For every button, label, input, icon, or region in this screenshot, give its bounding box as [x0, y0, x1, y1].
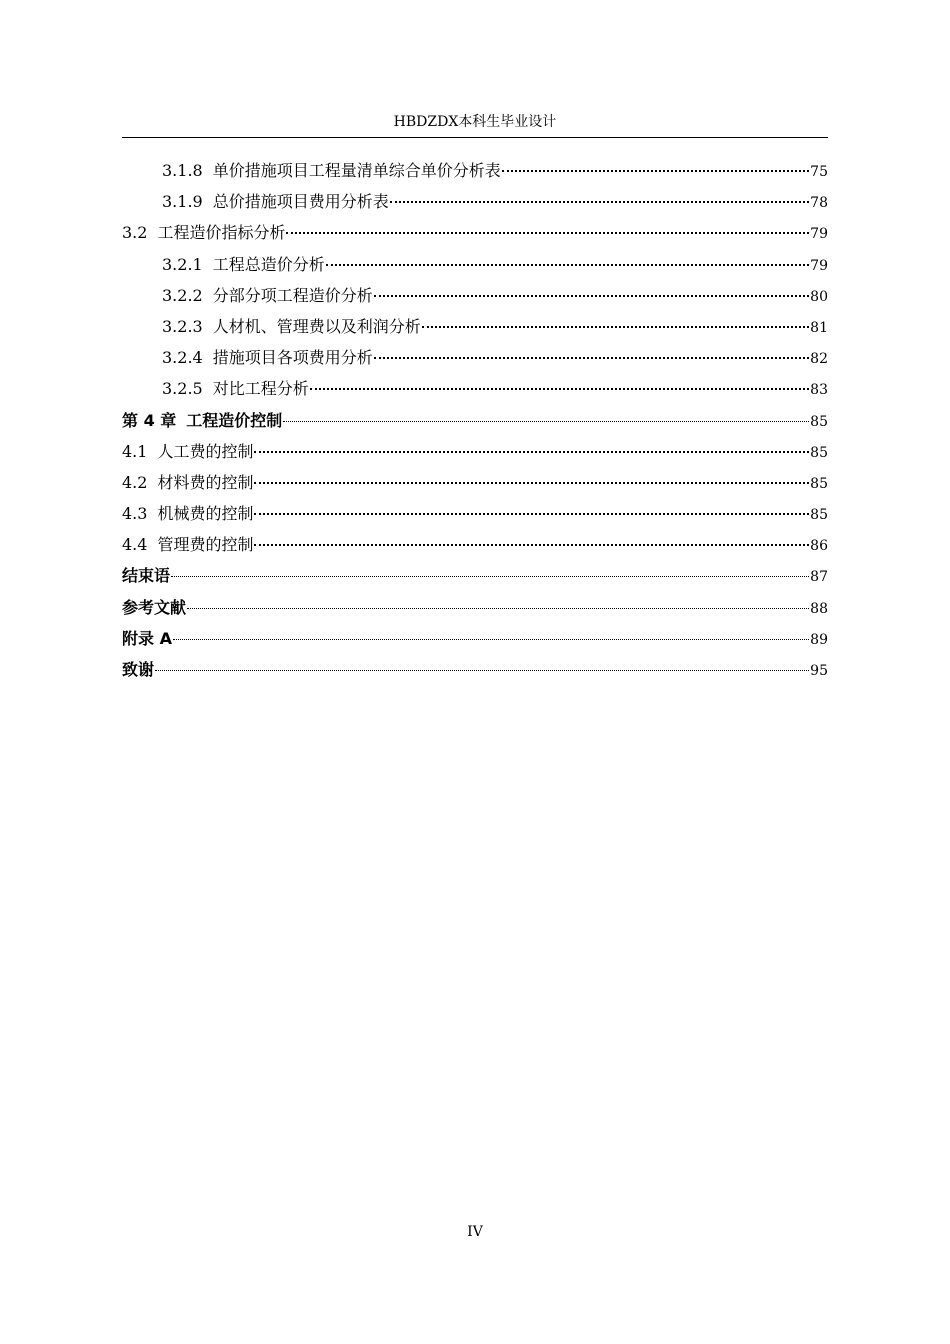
table-of-contents	[122, 155, 828, 685]
toc-dot-leader	[286, 232, 809, 234]
toc-entry-page: 86	[810, 538, 828, 555]
toc-dot-leader	[390, 201, 809, 203]
toc-dot-leader	[326, 264, 809, 266]
toc-dot-leader	[173, 639, 809, 640]
toc-entry-page: 75	[810, 164, 828, 180]
toc-entry-number: 第 4 章	[122, 410, 177, 430]
toc-entry[interactable]	[122, 654, 828, 685]
toc-entry[interactable]	[122, 217, 828, 248]
toc-entry[interactable]	[122, 311, 828, 342]
toc-entry-page: 88	[810, 600, 828, 617]
toc-dot-leader	[374, 357, 809, 359]
toc-entry[interactable]	[122, 529, 828, 560]
toc-entry-title: 材料费的控制	[157, 472, 254, 492]
toc-dot-leader	[502, 170, 809, 172]
toc-dot-leader	[422, 326, 809, 328]
toc-entry-page: 89	[810, 631, 828, 648]
toc-entry-title: 致谢	[122, 660, 155, 679]
toc-entry-number: 3.2.3	[162, 316, 203, 336]
toc-entry-title: 人材机、管理费以及利润分析	[212, 316, 421, 336]
toc-entry-page: 85	[810, 413, 828, 430]
toc-entry-title: 管理费的控制	[157, 535, 254, 555]
toc-entry-number: 4.2	[122, 472, 148, 492]
toc-entry-page: 79	[810, 226, 828, 243]
toc-entry-title: 结束语	[122, 566, 171, 586]
toc-dot-leader	[254, 451, 809, 453]
toc-dot-leader	[187, 608, 809, 609]
toc-entry-page: 79	[810, 257, 828, 274]
toc-dot-leader	[254, 513, 809, 515]
toc-dot-leader	[310, 388, 809, 390]
toc-entry-title: 工程造价指标分析	[157, 223, 286, 243]
running-header: HBDZDX本科生毕业设计	[393, 114, 557, 130]
toc-dot-leader	[254, 544, 809, 546]
toc-entry-page: 85	[810, 507, 828, 524]
toc-entry-page: 85	[810, 475, 828, 492]
toc-entry-page: 85	[810, 444, 828, 461]
toc-entry[interactable]	[122, 342, 828, 373]
toc-entry[interactable]	[122, 498, 828, 529]
toc-entry-number: 4.1	[122, 441, 148, 461]
toc-entry[interactable]	[122, 405, 828, 436]
toc-entry[interactable]	[122, 436, 828, 467]
toc-entry-number: 4.3	[122, 504, 148, 524]
toc-dot-leader	[155, 670, 809, 671]
toc-entry-number: 3.2.1	[162, 254, 203, 274]
toc-entry-number: 3.1.8	[162, 161, 203, 180]
toc-entry-title: 人工费的控制	[157, 441, 254, 461]
toc-entry[interactable]	[122, 373, 828, 404]
page-number-footer: IV	[467, 1224, 483, 1240]
toc-entry[interactable]	[122, 560, 828, 591]
toc-entry[interactable]	[122, 592, 828, 623]
toc-dot-leader	[374, 295, 809, 297]
toc-entry-number: 3.2.5	[162, 379, 203, 399]
toc-dot-leader	[171, 576, 809, 577]
toc-entry[interactable]	[122, 249, 828, 280]
toc-entry-number: 3.1.9	[162, 192, 203, 212]
toc-entry-page: 82	[810, 351, 828, 368]
toc-entry-title: 机械费的控制	[157, 504, 254, 524]
toc-entry-number: 4.4	[122, 535, 148, 555]
toc-entry-title: 工程造价控制	[186, 410, 283, 430]
toc-entry[interactable]	[122, 155, 828, 186]
toc-entry-title: 单价措施项目工程量清单综合单价分析表	[212, 161, 501, 180]
toc-dot-leader	[283, 421, 809, 422]
header-rule	[122, 137, 828, 138]
toc-entry-page: 80	[810, 288, 828, 305]
toc-entry[interactable]	[122, 186, 828, 217]
toc-entry[interactable]	[122, 623, 828, 654]
toc-entry-title: 分部分项工程造价分析	[212, 285, 373, 305]
toc-entry-number: 3.2	[122, 223, 148, 243]
toc-entry-title: 参考文献	[122, 597, 187, 617]
toc-entry-title: 附录 A	[122, 628, 172, 648]
toc-dot-leader	[254, 482, 809, 484]
toc-entry[interactable]	[122, 280, 828, 311]
toc-entry-title: 措施项目各项费用分析	[212, 348, 373, 368]
toc-entry-page: 95	[810, 663, 828, 679]
toc-entry-title: 总价措施项目费用分析表	[212, 192, 389, 212]
toc-entry-page: 78	[810, 195, 828, 212]
toc-entry-number: 3.2.4	[162, 348, 203, 368]
toc-entry-number: 3.2.2	[162, 285, 203, 305]
toc-entry-title: 工程总造价分析	[212, 254, 325, 274]
toc-entry-page: 83	[810, 382, 828, 399]
toc-entry[interactable]	[122, 467, 828, 498]
toc-entry-title: 对比工程分析	[212, 379, 309, 399]
toc-entry-page: 87	[810, 569, 828, 586]
toc-entry-page: 81	[810, 319, 828, 336]
